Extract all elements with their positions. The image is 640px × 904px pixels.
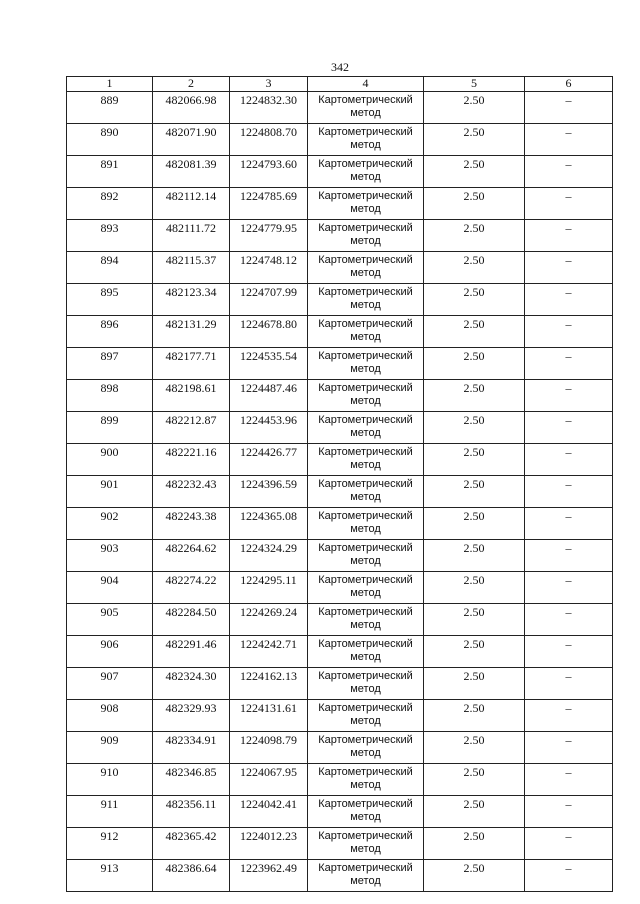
method-line-1: Картометрический [318,446,413,458]
note: – [525,828,613,860]
coordinate-y: 1224426.77 [230,444,308,476]
method-line-2: метод [350,427,381,439]
accuracy: 2.50 [424,476,525,508]
method-line-2: метод [350,331,381,343]
coordinate-x: 482243.38 [153,508,230,540]
point-number: 896 [67,316,153,348]
table-row [67,188,613,220]
method-cell [308,316,424,348]
method-cell [308,636,424,668]
method-cell [308,476,424,508]
point-number: 913 [67,860,153,892]
note: – [525,92,613,124]
method-cell [308,284,424,316]
accuracy: 2.50 [424,156,525,188]
method-line-2: метод [350,683,381,695]
table-body [67,92,613,892]
table-row [67,828,613,860]
point-number: 912 [67,828,153,860]
point-number: 892 [67,188,153,220]
table-row [67,636,613,668]
point-number: 902 [67,508,153,540]
method-line-2: метод [350,779,381,791]
table-row [67,668,613,700]
method-cell [308,412,424,444]
coordinate-y: 1224396.59 [230,476,308,508]
coordinate-y: 1224131.61 [230,700,308,732]
accuracy: 2.50 [424,508,525,540]
note: – [525,124,613,156]
table-row [67,156,613,188]
note: – [525,316,613,348]
coordinate-x: 482324.30 [153,668,230,700]
point-number: 910 [67,764,153,796]
coordinate-x: 482198.61 [153,380,230,412]
point-number: 907 [67,668,153,700]
accuracy: 2.50 [424,668,525,700]
method-line-1: Картометрический [318,478,413,490]
accuracy: 2.50 [424,572,525,604]
coordinate-x: 482264.62 [153,540,230,572]
coordinate-x: 482329.93 [153,700,230,732]
point-number: 897 [67,348,153,380]
coordinate-x: 482123.34 [153,284,230,316]
method-line-2: метод [350,363,381,375]
table-row [67,508,613,540]
method-line-2: метод [350,619,381,631]
coordinate-x: 482111.72 [153,220,230,252]
method-cell [308,540,424,572]
method-line-1: Картометрический [318,798,413,810]
method-cell [308,668,424,700]
method-cell [308,188,424,220]
accuracy: 2.50 [424,636,525,668]
header-col-5: 5 [424,77,525,92]
table-row [67,412,613,444]
method-line-1: Картометрический [318,638,413,650]
method-line-2: метод [350,171,381,183]
coordinate-y: 1224365.08 [230,508,308,540]
coordinate-x: 482071.90 [153,124,230,156]
header-col-2: 2 [153,77,230,92]
method-line-1: Картометрический [318,126,413,138]
point-number: 900 [67,444,153,476]
method-cell [308,348,424,380]
table-row [67,604,613,636]
coordinates-table [66,76,613,892]
point-number: 908 [67,700,153,732]
coordinate-y: 1224748.12 [230,252,308,284]
method-cell [308,156,424,188]
point-number: 909 [67,732,153,764]
table-row [67,220,613,252]
method-line-1: Картометрический [318,318,413,330]
accuracy: 2.50 [424,220,525,252]
accuracy: 2.50 [424,604,525,636]
coordinate-x: 482365.42 [153,828,230,860]
coordinate-y: 1224012.23 [230,828,308,860]
point-number: 903 [67,540,153,572]
method-cell [308,860,424,892]
note: – [525,156,613,188]
accuracy: 2.50 [424,412,525,444]
method-line-2: метод [350,203,381,215]
table-row [67,348,613,380]
coordinate-x: 482284.50 [153,604,230,636]
method-cell [308,828,424,860]
method-line-2: метод [350,299,381,311]
point-number: 893 [67,220,153,252]
table-row [67,380,613,412]
method-line-1: Картометрический [318,510,413,522]
method-line-2: метод [350,107,381,119]
coordinate-y: 1224678.80 [230,316,308,348]
coordinate-y: 1224487.46 [230,380,308,412]
method-line-2: метод [350,875,381,887]
point-number: 890 [67,124,153,156]
coordinate-y: 1224808.70 [230,124,308,156]
coordinate-x: 482386.64 [153,860,230,892]
header-row [67,77,613,92]
accuracy: 2.50 [424,540,525,572]
note: – [525,540,613,572]
note: – [525,604,613,636]
table-row [67,252,613,284]
accuracy: 2.50 [424,348,525,380]
method-cell [308,92,424,124]
accuracy: 2.50 [424,764,525,796]
note: – [525,412,613,444]
header-col-3: 3 [230,77,308,92]
coordinate-x: 482066.98 [153,92,230,124]
table-row [67,764,613,796]
method-line-2: метод [350,555,381,567]
method-cell [308,252,424,284]
method-line-1: Картометрический [318,286,413,298]
coordinate-y: 1224785.69 [230,188,308,220]
accuracy: 2.50 [424,732,525,764]
method-line-2: метод [350,811,381,823]
method-line-1: Картометрический [318,862,413,874]
note: – [525,188,613,220]
method-cell [308,220,424,252]
method-line-1: Картометрический [318,734,413,746]
method-line-1: Картометрический [318,222,413,234]
accuracy: 2.50 [424,444,525,476]
method-cell [308,572,424,604]
coordinate-x: 482334.91 [153,732,230,764]
accuracy: 2.50 [424,380,525,412]
method-line-2: метод [350,523,381,535]
method-line-1: Картометрический [318,254,413,266]
page-number: 342 [331,60,349,74]
coordinate-y: 1224295.11 [230,572,308,604]
method-line-1: Картометрический [318,350,413,362]
method-line-1: Картометрический [318,702,413,714]
coordinate-x: 482346.85 [153,764,230,796]
accuracy: 2.50 [424,252,525,284]
method-line-2: метод [350,139,381,151]
method-line-2: метод [350,843,381,855]
coordinate-x: 482356.11 [153,796,230,828]
note: – [525,348,613,380]
header-col-1: 1 [67,77,153,92]
note: – [525,252,613,284]
table-row [67,540,613,572]
table-row [67,444,613,476]
note: – [525,668,613,700]
point-number: 895 [67,284,153,316]
method-line-1: Картометрический [318,382,413,394]
note: – [525,732,613,764]
note: – [525,380,613,412]
coordinate-y: 1224242.71 [230,636,308,668]
note: – [525,220,613,252]
note: – [525,796,613,828]
coordinate-x: 482081.39 [153,156,230,188]
accuracy: 2.50 [424,188,525,220]
table-row [67,860,613,892]
header-col-6: 6 [525,77,613,92]
coordinate-y: 1224098.79 [230,732,308,764]
coordinate-x: 482221.16 [153,444,230,476]
coordinate-y: 1224779.95 [230,220,308,252]
method-line-1: Картометрический [318,414,413,426]
coordinate-x: 482131.29 [153,316,230,348]
point-number: 901 [67,476,153,508]
coordinate-y: 1224793.60 [230,156,308,188]
method-line-1: Картометрический [318,830,413,842]
coordinate-y: 1224042.41 [230,796,308,828]
method-cell [308,380,424,412]
method-line-1: Картометрический [318,542,413,554]
method-line-1: Картометрический [318,190,413,202]
note: – [525,700,613,732]
coordinate-x: 482177.71 [153,348,230,380]
note: – [525,444,613,476]
method-cell [308,124,424,156]
method-cell [308,796,424,828]
note: – [525,764,613,796]
method-line-2: метод [350,267,381,279]
table-header [67,77,613,92]
method-line-1: Картометрический [318,670,413,682]
point-number: 906 [67,636,153,668]
point-number: 889 [67,92,153,124]
table-row [67,124,613,156]
coordinate-y: 1224067.95 [230,764,308,796]
point-number: 904 [67,572,153,604]
method-cell [308,508,424,540]
note: – [525,636,613,668]
table-row [67,572,613,604]
coordinate-y: 1224453.96 [230,412,308,444]
method-line-2: метод [350,715,381,727]
coordinate-y: 1224162.13 [230,668,308,700]
point-number: 905 [67,604,153,636]
table-row [67,732,613,764]
method-line-2: метод [350,235,381,247]
method-line-1: Картометрический [318,606,413,618]
accuracy: 2.50 [424,316,525,348]
accuracy: 2.50 [424,124,525,156]
table-row [67,316,613,348]
coordinate-y: 1223962.49 [230,860,308,892]
method-line-1: Картометрический [318,158,413,170]
coordinate-y: 1224535.54 [230,348,308,380]
coordinate-x: 482115.37 [153,252,230,284]
accuracy: 2.50 [424,284,525,316]
coordinate-y: 1224707.99 [230,284,308,316]
method-line-2: метод [350,395,381,407]
header-col-4: 4 [308,77,424,92]
point-number: 898 [67,380,153,412]
accuracy: 2.50 [424,700,525,732]
coordinate-x: 482291.46 [153,636,230,668]
method-line-2: метод [350,651,381,663]
method-line-1: Картометрический [318,94,413,106]
method-line-1: Картометрический [318,574,413,586]
table-row [67,92,613,124]
method-cell [308,444,424,476]
method-line-2: метод [350,491,381,503]
note: – [525,476,613,508]
note: – [525,572,613,604]
coordinate-x: 482232.43 [153,476,230,508]
accuracy: 2.50 [424,860,525,892]
accuracy: 2.50 [424,92,525,124]
point-number: 891 [67,156,153,188]
method-line-1: Картометрический [318,766,413,778]
coordinate-y: 1224269.24 [230,604,308,636]
method-line-2: метод [350,747,381,759]
method-cell [308,604,424,636]
coordinate-y: 1224324.29 [230,540,308,572]
method-line-2: метод [350,587,381,599]
note: – [525,508,613,540]
table-row [67,284,613,316]
method-cell [308,732,424,764]
coordinate-y: 1224832.30 [230,92,308,124]
table-row [67,476,613,508]
point-number: 899 [67,412,153,444]
table-row [67,700,613,732]
note: – [525,860,613,892]
coordinate-x: 482212.87 [153,412,230,444]
accuracy: 2.50 [424,796,525,828]
method-line-2: метод [350,459,381,471]
note: – [525,284,613,316]
accuracy: 2.50 [424,828,525,860]
coordinate-x: 482112.14 [153,188,230,220]
point-number: 894 [67,252,153,284]
method-cell [308,700,424,732]
coordinate-x: 482274.22 [153,572,230,604]
table-row [67,796,613,828]
point-number: 911 [67,796,153,828]
method-cell [308,764,424,796]
